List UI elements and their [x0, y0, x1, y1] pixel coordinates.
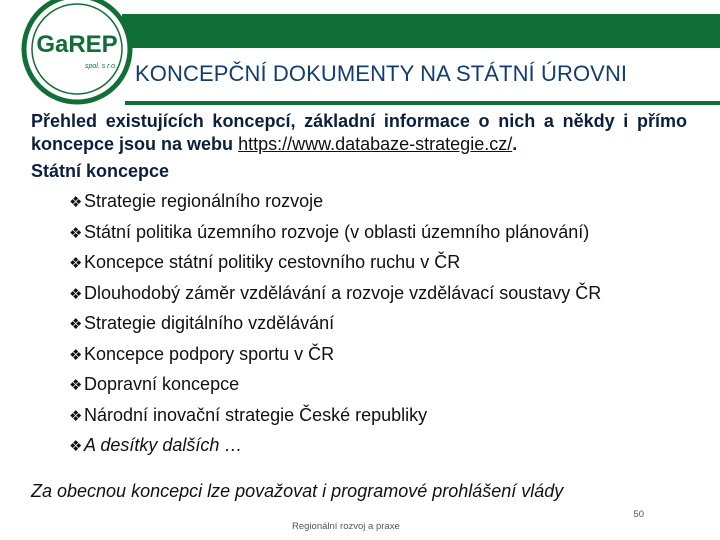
page-number: 50 — [633, 509, 644, 520]
list-item — [31, 430, 687, 461]
diamond-bullet-icon: ❖ — [69, 255, 83, 272]
list-item — [31, 186, 687, 217]
diamond-bullet-icon: ❖ — [69, 377, 83, 394]
list-item — [31, 217, 687, 248]
intro-paragraph — [31, 110, 687, 156]
diamond-bullet-icon: ❖ — [69, 224, 83, 242]
intro-text: Přehled existujících koncepcí, základní informace o nich a někdy i přímo koncepce jsou na webu — [31, 111, 687, 154]
header-color-band — [122, 14, 720, 48]
list-item-text: Strategie regionálního rozvoje — [84, 191, 324, 211]
logo-subtext: spol. s r.o. — [84, 63, 118, 70]
concept-list — [31, 186, 687, 461]
list-item — [31, 278, 687, 309]
garep-logo — [18, 0, 136, 108]
section-heading: Státní koncepce — [31, 161, 170, 181]
footer-text: Regionální rozvoj a praxe — [292, 521, 400, 532]
slide-title: KONCEPČNÍ DOKUMENTY NA STÁTNÍ ÚROVNI — [135, 61, 628, 86]
slide-content — [31, 110, 687, 461]
diamond-bullet-icon: ❖ — [69, 285, 83, 303]
logo-text: GaREP — [36, 31, 118, 58]
list-item-text: A desítky dalších … — [84, 435, 243, 455]
list-item-text: Dlouhodobý záměr vzdělávání a rozvoje vzdělávací soustavy ČR — [84, 282, 602, 303]
diamond-bullet-icon: ❖ — [69, 438, 83, 455]
closing-note: Za obecnou koncepci lze považovat i programové prohlášení vlády — [31, 481, 564, 501]
list-item-text: Dopravní koncepce — [84, 374, 240, 394]
diamond-bullet-icon: ❖ — [69, 346, 83, 364]
database-strategy-link[interactable]: https://www.databaze-strategie.cz/ — [238, 134, 513, 154]
list-item — [31, 400, 687, 431]
diamond-bullet-icon: ❖ — [69, 407, 83, 425]
list-item-text: Koncepce státní politiky cestovního ruchu v ČR — [84, 252, 461, 272]
intro-period: . — [512, 134, 518, 154]
list-item — [31, 308, 687, 339]
list-item-text: Koncepce podpory sportu v ČR — [84, 343, 335, 364]
diamond-bullet-icon: ❖ — [69, 316, 83, 333]
list-item — [31, 339, 687, 370]
list-item — [31, 247, 687, 278]
list-item — [31, 369, 687, 400]
title-underline — [125, 101, 720, 105]
list-item-text: Národní inovační strategie České republiky — [84, 404, 428, 425]
list-item-text: Strategie digitálního vzdělávání — [84, 313, 335, 333]
list-item-text: Státní politika územního rozvoje (v oblasti územního plánování) — [84, 221, 590, 242]
diamond-bullet-icon: ❖ — [69, 194, 83, 211]
